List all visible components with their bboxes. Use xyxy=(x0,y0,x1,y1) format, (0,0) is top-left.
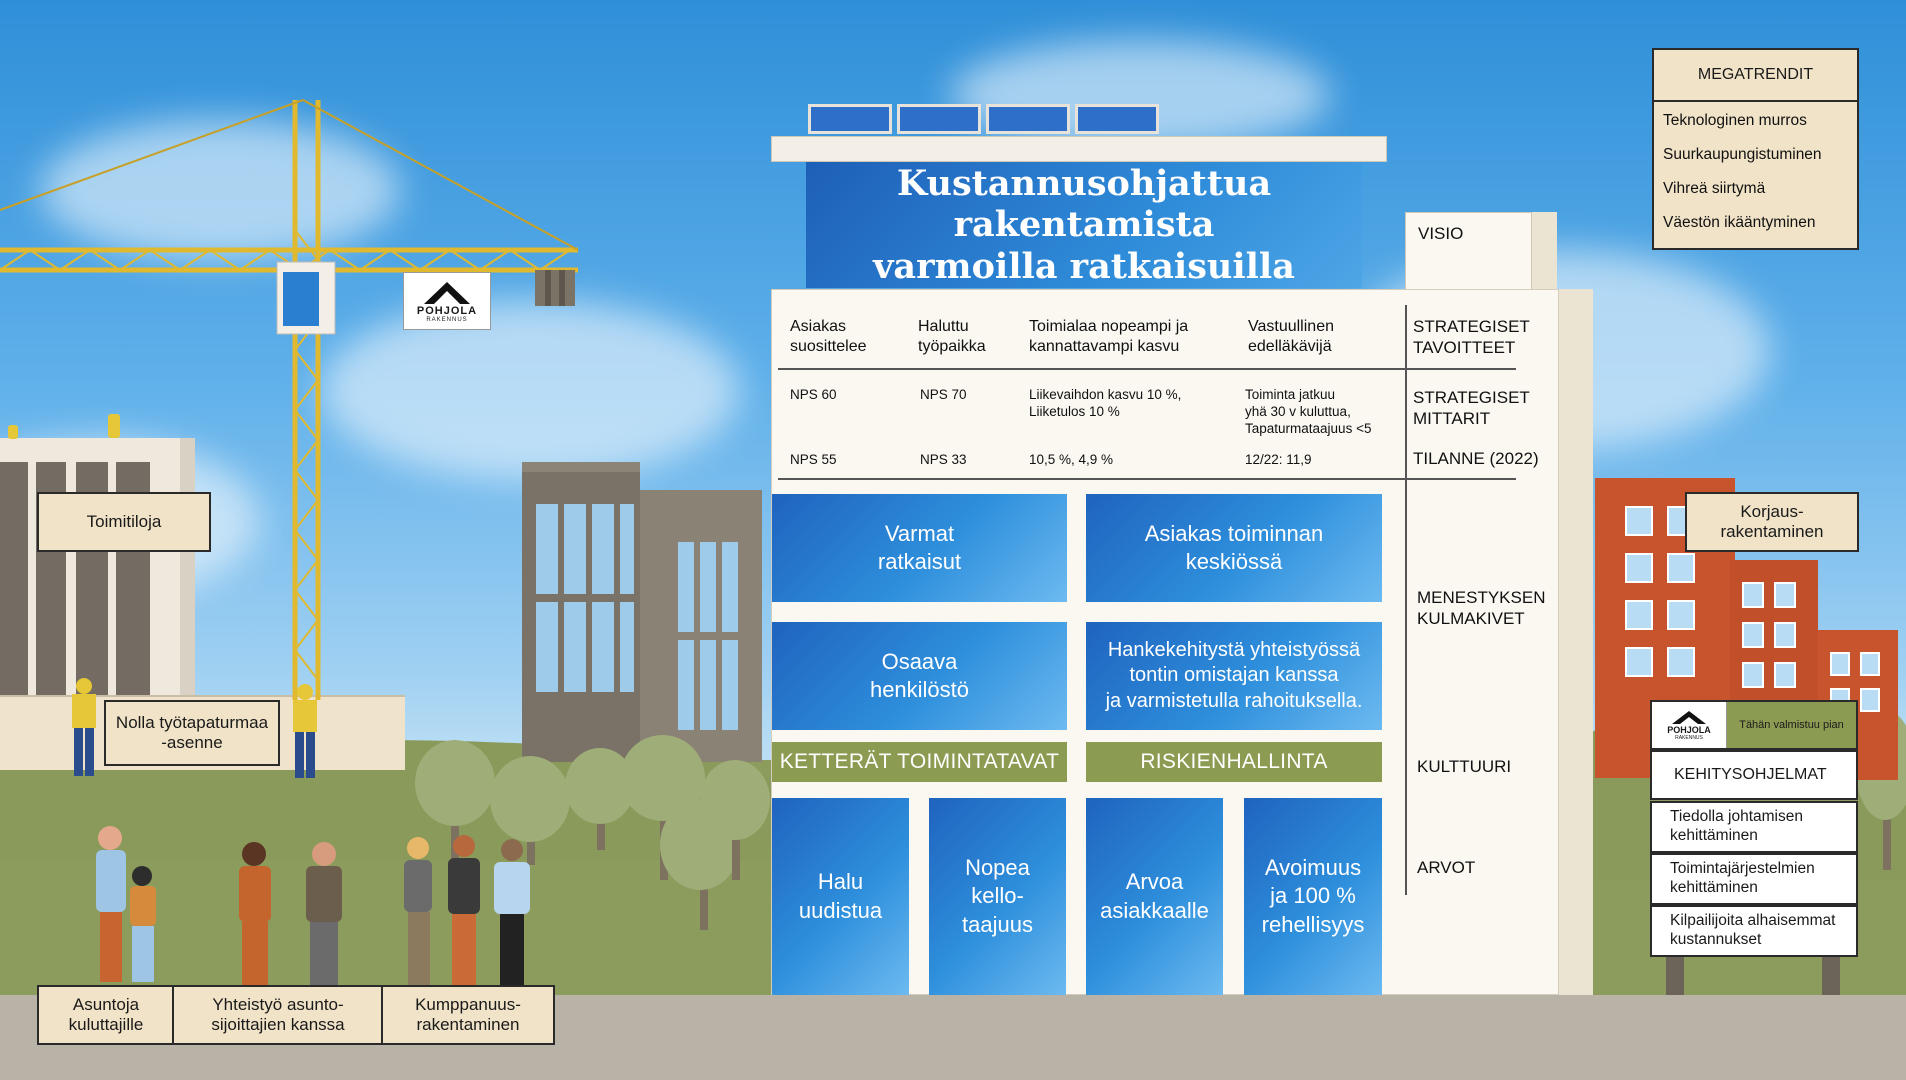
tree xyxy=(415,740,495,826)
development-item: Tiedolla johtamisen kehittäminen xyxy=(1650,801,1858,853)
megatrend-item: Vihreä siirtymä xyxy=(1663,180,1766,197)
pohjola-logo-icon xyxy=(1671,709,1707,725)
board-sign-text: Tähän valmistuu pian xyxy=(1739,719,1844,731)
board-post xyxy=(1666,955,1684,995)
row-divider xyxy=(778,368,1516,370)
worker-figure xyxy=(108,414,120,438)
people-investors xyxy=(224,838,364,988)
construction-worker xyxy=(64,676,104,780)
label-values: ARVOT xyxy=(1417,858,1476,877)
cornerstone-tile: Osaava henkilöstö xyxy=(772,622,1067,730)
construction-worker xyxy=(285,682,325,780)
tree xyxy=(700,760,770,840)
label-status: TILANNE (2022) xyxy=(1413,449,1539,468)
board-logo-brand: POHJOLA xyxy=(1667,725,1711,735)
goal-metric-4: Toiminta jatkuu yhä 30 v kuluttua, Tapaturmataajuus <5 xyxy=(1245,387,1372,436)
visio-box-side xyxy=(1532,212,1557,292)
crane-logo-brand: POHJOLA xyxy=(416,305,478,317)
megatrend-item: Väestön ikääntyminen xyxy=(1663,214,1816,231)
headline-line2: varmoilla ratkaisuilla xyxy=(873,245,1295,287)
tag-renovation: Korjaus- rakentaminen xyxy=(1685,492,1859,552)
tree xyxy=(490,756,570,842)
megatrends-panel xyxy=(1652,48,1859,250)
row-divider xyxy=(778,478,1516,480)
pohjola-logo-icon xyxy=(422,279,472,305)
glass-building-wing xyxy=(640,490,762,762)
solar-panel xyxy=(897,104,981,134)
megatrends-title: MEGATRENDIT xyxy=(1654,50,1857,102)
tag-investor-cooperation: Yhteistyö asunto- sijoittajien kanssa xyxy=(172,985,384,1045)
solar-panel xyxy=(986,104,1070,134)
strategy-building-side xyxy=(1559,289,1593,995)
label-culture: KULTTUURI xyxy=(1417,757,1512,776)
crane-logo-sub: RAKENNUS xyxy=(426,317,468,323)
goal-title-4: Vastuullinen edelläkävijä xyxy=(1248,318,1334,355)
tower-crane xyxy=(0,90,600,710)
worker-figure xyxy=(8,425,18,439)
label-strategic-metrics: STRATEGISET MITTARIT xyxy=(1413,388,1530,429)
goal-metric-3: Liikevaihdon kasvu 10 %, Liiketulos 10 % xyxy=(1029,387,1182,419)
headline-line1: Kustannusohjattua rakentamista xyxy=(896,163,1272,246)
value-tile: Avoimuus ja 100 % rehellisyys xyxy=(1244,798,1382,995)
board-post xyxy=(1822,955,1840,995)
value-tile: Arvoa asiakkaalle xyxy=(1086,798,1223,995)
cornerstone-tile: Hankekehitystä yhteistyössä tontin omistajan kanssa ja varmistetulla rahoituksella. xyxy=(1086,622,1382,730)
goal-status-2: NPS 33 xyxy=(920,452,967,467)
vision-headline-block xyxy=(806,162,1362,288)
label-cornerstones: MENESTYKSEN KULMAKIVET xyxy=(1417,588,1546,629)
label-divider-line xyxy=(1405,305,1407,895)
tag-housing-consumers: Asuntoja kuluttajille xyxy=(37,985,175,1045)
value-tile: Halu uudistua xyxy=(772,798,909,995)
goal-title-2: Haluttu työpaikka xyxy=(918,318,986,355)
value-tile: Nopea kello- taajuus xyxy=(929,798,1066,995)
board-logo-sub: RAKENNUS xyxy=(1675,735,1703,741)
development-item: Toimintajärjestelmien kehittäminen xyxy=(1650,853,1858,905)
board-logo xyxy=(1652,702,1727,748)
roof-slab xyxy=(771,136,1387,162)
goal-status-3: 10,5 %, 4,9 % xyxy=(1029,452,1114,467)
crane-logo-sign xyxy=(403,272,491,330)
goal-metric-2: NPS 70 xyxy=(920,387,967,402)
megatrend-item: Teknologinen murros xyxy=(1663,112,1807,129)
tag-zero-accident: Nolla työtapaturmaa -asenne xyxy=(104,700,280,766)
tag-offices: Toimitiloja xyxy=(37,492,211,552)
glass-building xyxy=(522,462,640,762)
visio-box xyxy=(1405,212,1532,292)
cornerstone-tile: Varmat ratkaisut xyxy=(772,494,1067,602)
people-family xyxy=(80,820,170,985)
goal-title-1: Asiakas suosittelee xyxy=(790,318,867,355)
culture-bar-agile: KETTERÄT TOIMINTATAVAT xyxy=(772,742,1067,782)
label-visio: VISIO xyxy=(1418,224,1464,243)
goal-metric-1: NPS 60 xyxy=(790,387,837,402)
solar-panel xyxy=(1075,104,1159,134)
culture-bar-risk: RISKIENHALLINTA xyxy=(1086,742,1382,782)
cornerstone-tile: Asiakas toiminnan keskiössä xyxy=(1086,494,1382,602)
goal-title-3: Toimialaa nopeampi ja kannattavampi kasvu xyxy=(1029,318,1189,355)
solar-panel xyxy=(808,104,892,134)
development-board-title: KEHITYSOHJELMAT xyxy=(1650,750,1858,800)
megatrend-item: Suurkaupungistuminen xyxy=(1663,146,1822,163)
label-strategic-goals: STRATEGISET TAVOITTEET xyxy=(1413,317,1530,358)
people-partners xyxy=(392,832,542,992)
development-item: Kilpailijoita alhaisemmat kustannukset xyxy=(1650,905,1858,957)
goal-status-4: 12/22: 11,9 xyxy=(1245,452,1312,467)
development-board-header xyxy=(1650,700,1858,750)
tag-partnership: Kumppanuus- rakentaminen xyxy=(381,985,555,1045)
goal-status-1: NPS 55 xyxy=(790,452,837,467)
